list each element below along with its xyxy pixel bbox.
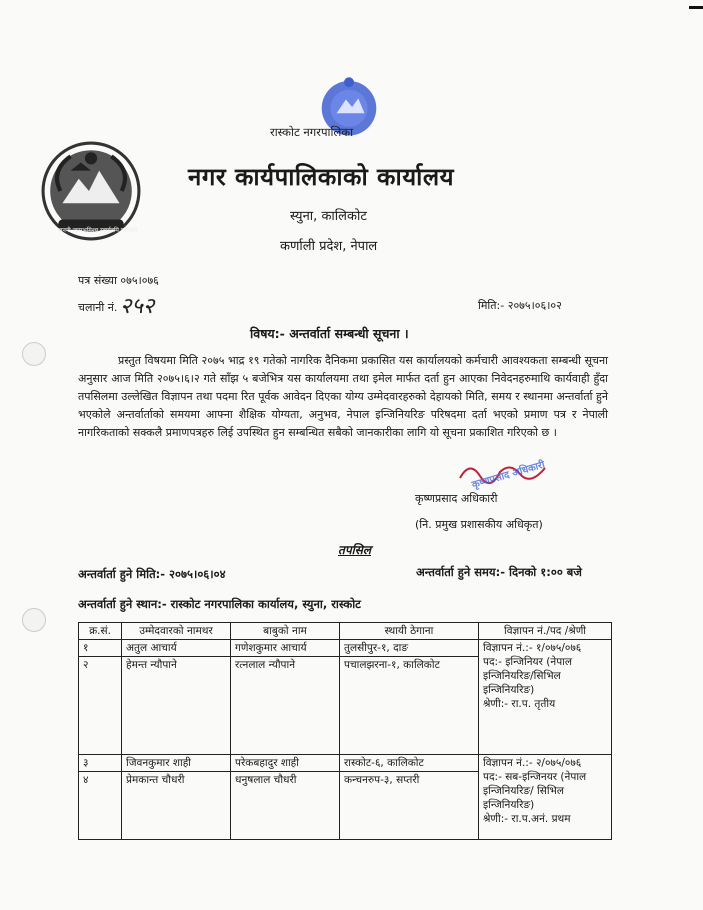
- row-sn: १: [79, 640, 122, 657]
- row-address: तुलसीपुर-१, दाङ: [340, 640, 479, 657]
- interview-time: अन्तर्वार्ता हुने समय:- दिनको १:०० बजे: [416, 565, 582, 579]
- office-province: कर्णाली प्रदेश, नेपाल: [280, 239, 378, 254]
- row-address: पचालझरना-१, कालिकोट: [340, 657, 479, 755]
- signatory-name: कृष्णप्रसाद अधिकारी: [415, 492, 498, 505]
- candidate-table: [78, 622, 612, 840]
- col-header-advertisement: विज्ञापन नं./पद /श्रेणी: [479, 623, 612, 640]
- table-row: [79, 640, 612, 657]
- office-title: नगर कार्यपालिकाको कार्यालय: [188, 163, 455, 191]
- row-address: कन्चनरुप-३, सप्तरी: [340, 772, 479, 840]
- ad-post: पद:- सब-इन्जिनयर (नेपाल: [483, 771, 587, 783]
- punch-hole: [22, 342, 46, 366]
- notice-body: प्रस्तुत विषयमा मिति २०७५ भाद्र १९ गतेको नागरिक दैनिकमा प्रकासित यस कार्यालयको कर्मचारी आवश्यकता सम्बन्धी सूचना अनुसार आज मिति २०७५।६।२ गते साँझ ५ बजेभित्र यस कार्यालयमा तथा इमेल मार्फत दर्ता हुन आएका निवेदनहरुमाथि कार्यवाही हुँदा तपसिलमा उल्लेखित विज्ञापन तथा पदमा रित पूर्वक आवेदन दिएका योग्य उम्मेदवारहरुको देहायको मिति, समय र स्थानमा अन्तर्वार्ता हुने भएकोले अन्तर्वार्ताको समयमा आफ्ना शैक्षिक योग्यता, अनुभव, नेपाल इन्जिनियरिङ परिषदमा दर्ता भएको प्रमाण पत्र र नेपाली नागरिकताको सक्कलै प्रमाणपत्रहरु लिई उपस्थित हुन सम्बन्धित सबैको जानकारीका लागि यो सूचना प्रकाशित गरिएको छ ।: [78, 354, 608, 439]
- municipality-name: रास्कोट नगरपालिका: [270, 125, 354, 139]
- ad-level: श्रेणी:- रा.प.अनं. प्रथम: [483, 813, 571, 825]
- row-sn: २: [79, 657, 122, 755]
- table-row: [79, 755, 612, 772]
- ad-post-cont: इन्जिनियरिङ/ सिभिल: [483, 785, 565, 797]
- ad-level: श्रेणी:- रा.प. तृतीय: [483, 698, 556, 710]
- col-header-name: उम्मेदवारको नामथर: [122, 623, 231, 640]
- row-name: जिवनकुमार शाही: [122, 755, 231, 772]
- dispatch-number: २५२: [120, 294, 155, 319]
- col-header-address: स्थायी ठेगाना: [340, 623, 479, 640]
- office-address: स्युना, कालिकोट: [290, 209, 367, 224]
- ad-post: पद:- इन्जिनियर (नेपाल: [483, 656, 572, 668]
- interview-date: अन्तर्वार्ता हुने मिति:- २०७५।०६।०४: [78, 567, 226, 581]
- table-header-row: [79, 623, 612, 640]
- advertisement-cell: [479, 640, 612, 755]
- row-name: हेमन्त न्यौपाने: [122, 657, 231, 755]
- emblem-caption: जननी जन्मभूमिश्च स्वर्गादपि गरीयसी: [58, 227, 138, 234]
- row-sn: ४: [79, 772, 122, 840]
- row-father: गणेशकुमार आचार्य: [231, 640, 340, 657]
- ad-number: विज्ञापन नं.:- २/०७५/०७६: [483, 757, 582, 769]
- letter-date: मिति:- २०७५।०६।०२: [478, 299, 562, 312]
- signature-block: [415, 486, 543, 538]
- row-name: अतुल आचार्य: [122, 640, 231, 657]
- ad-post-cont: इन्जिनियरिङ/सिभिल: [483, 670, 561, 682]
- col-header-father: बाबुको नाम: [231, 623, 340, 640]
- advertisement-cell: [479, 755, 612, 840]
- tapasil-heading: तपसिल: [338, 543, 372, 557]
- signatory-title: (नि. प्रमुख प्रशासकीय अधिकृत): [415, 518, 543, 531]
- punch-hole: [22, 608, 46, 632]
- ad-post-cont: इन्जिनियरिङ): [483, 684, 535, 696]
- letter-number: पत्र संख्या ०७५।०७६: [78, 274, 159, 287]
- ad-post-cont: इन्जिनियरिङ): [483, 799, 535, 811]
- official-stamp: कृष्णप्रसाद अधिकारी: [470, 459, 547, 491]
- col-header-sn: क्र.सं.: [79, 623, 122, 640]
- subject-line: विषय:- अन्तर्वार्ता सम्बन्धी सूचना ।: [250, 326, 409, 341]
- row-sn: ३: [79, 755, 122, 772]
- row-name: प्रेमकान्त चौधरी: [122, 772, 231, 840]
- row-father: धनुषलाल चौधरी: [231, 772, 340, 840]
- row-father: परेकबहादुर शाही: [231, 755, 340, 772]
- row-address: रास्कोट-६, कालिकोट: [340, 755, 479, 772]
- ad-number: विज्ञापन नं.:- १/०७५/०७६: [483, 642, 582, 654]
- page-corner-mark: [689, 6, 703, 9]
- dispatch-label: चलानी नं.: [78, 301, 118, 314]
- interview-place: अन्तर्वार्ता हुने स्थान:- रास्कोट नगरपालिका कार्यालय, स्युना, रास्कोट: [78, 597, 361, 611]
- row-father: रत्नलाल न्यौपाने: [231, 657, 340, 755]
